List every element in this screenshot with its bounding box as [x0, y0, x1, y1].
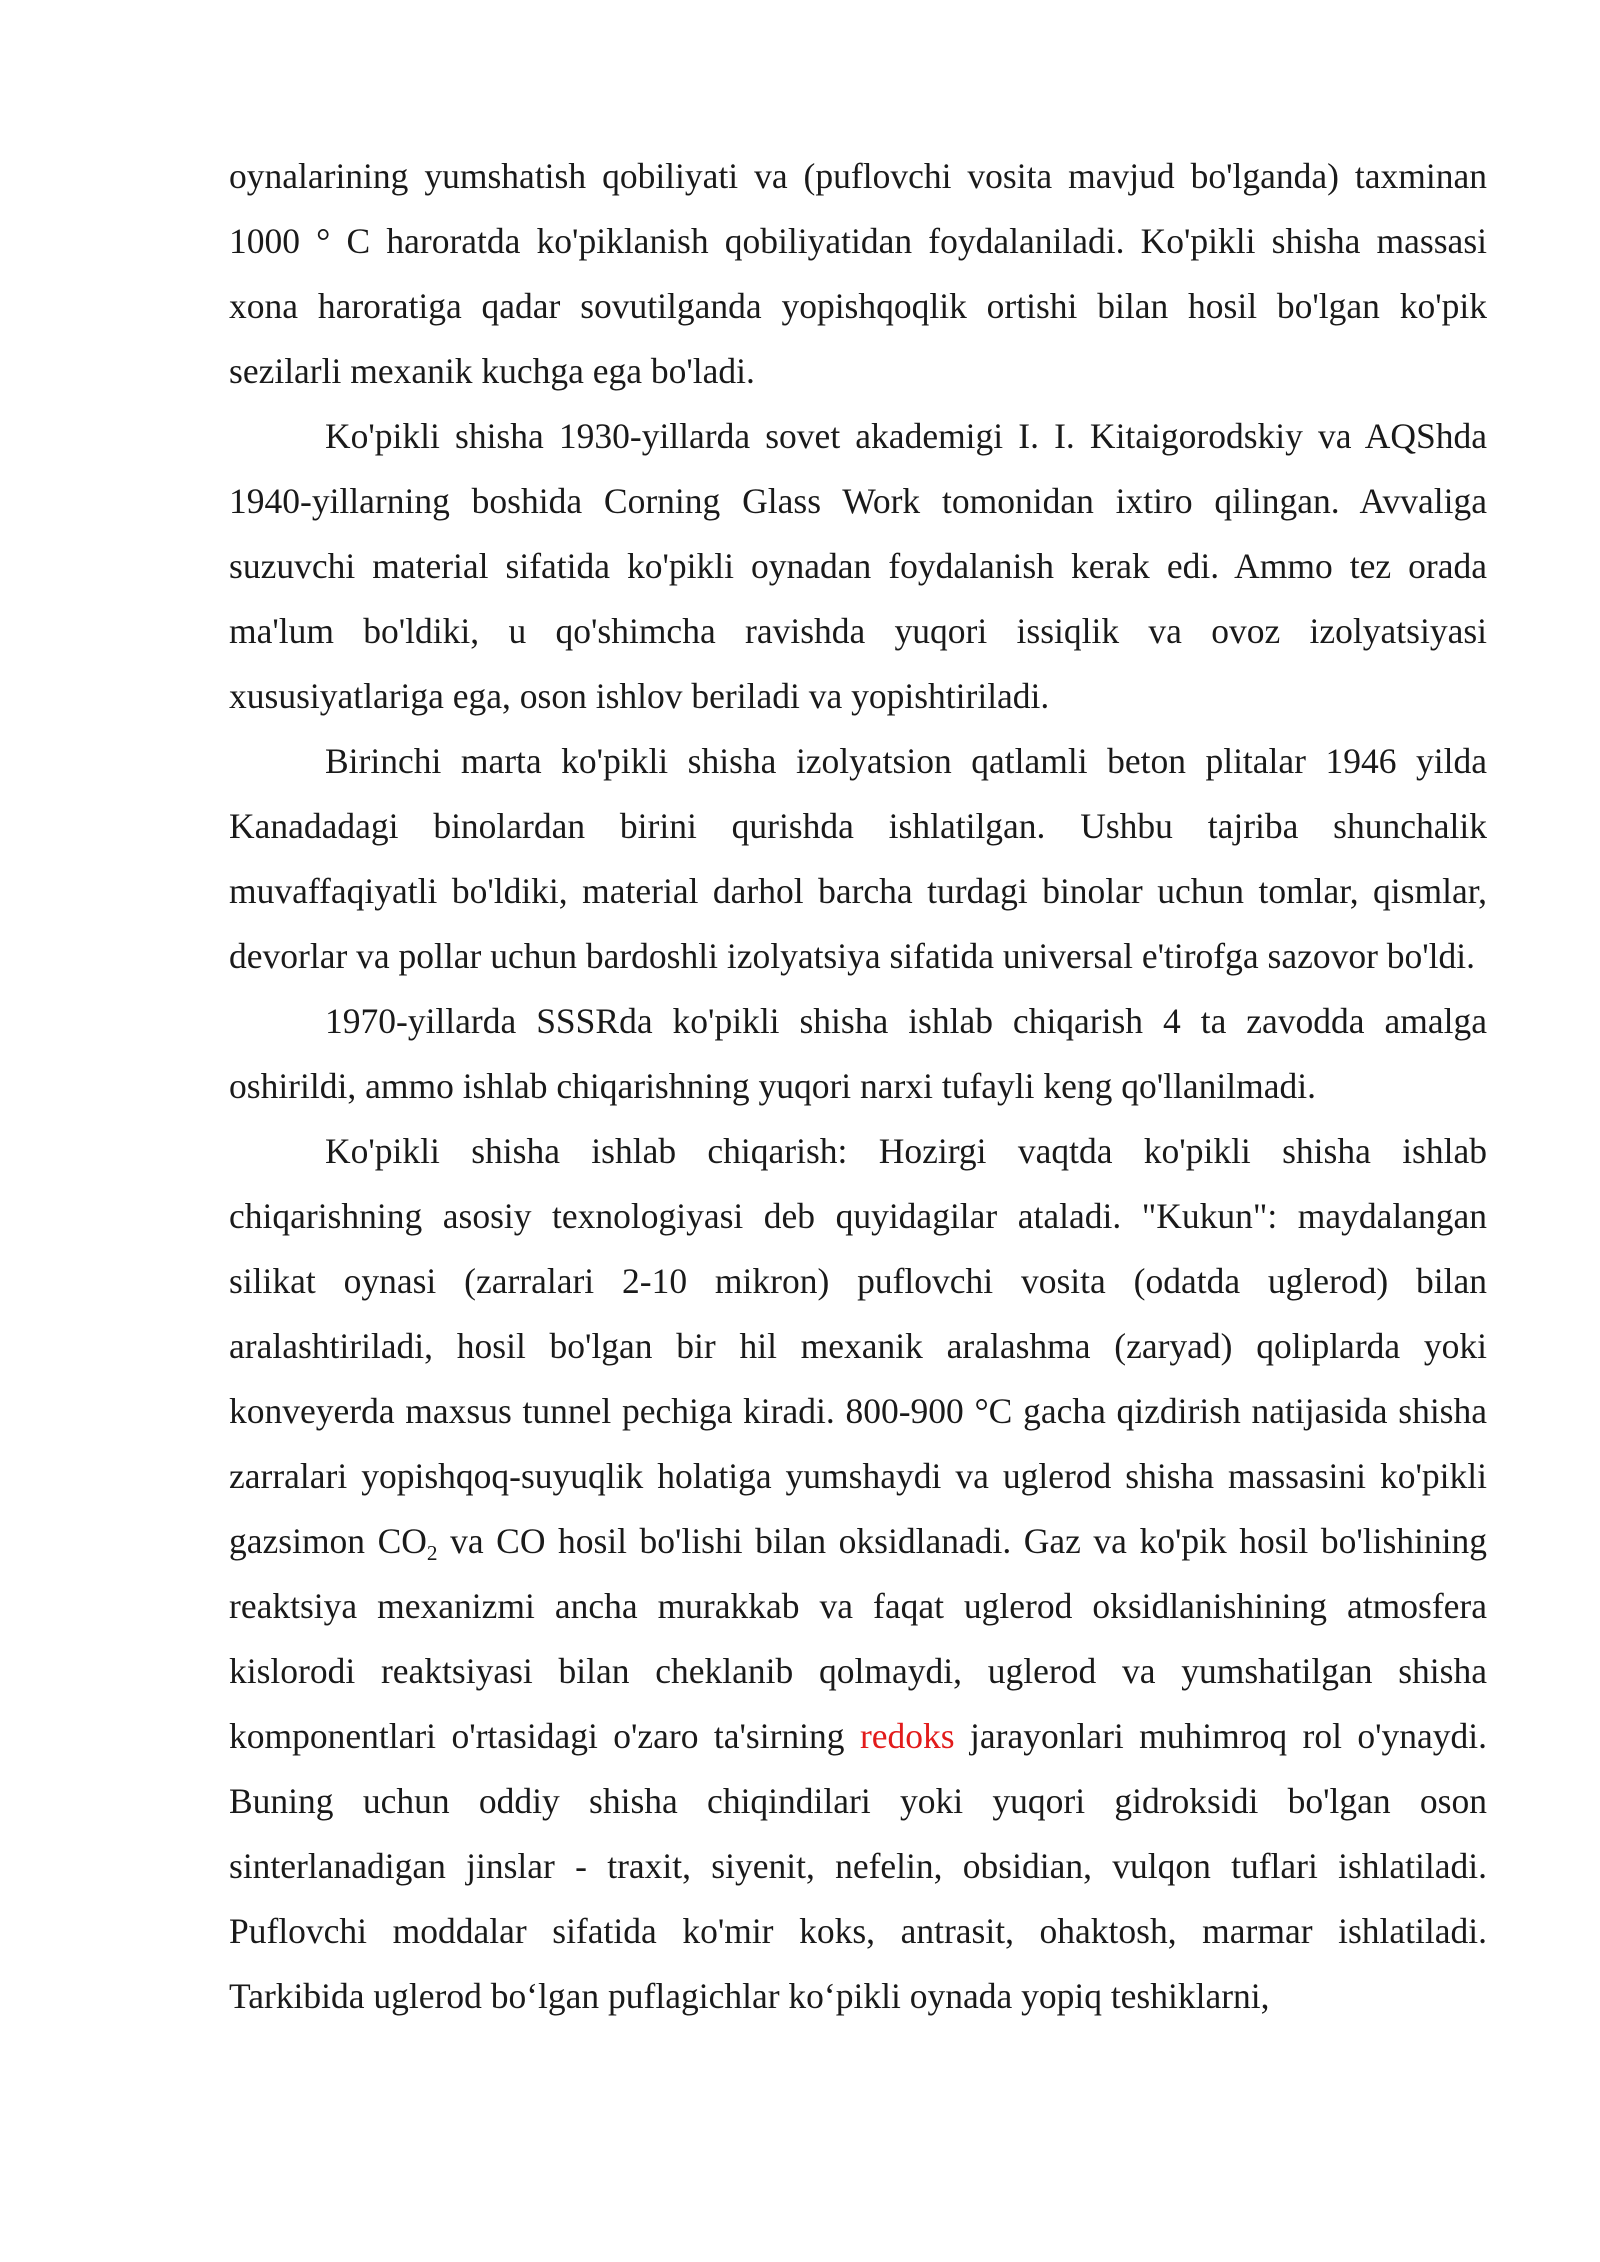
paragraph-4: 1970-yillarda SSSRda ko'pikli shisha ishlab chiqarish 4 ta zavodda amalga oshirildi, ammo ishlab chiqarishning yuqori narxi tufayli keng qo'llanilmadi. — [229, 1001, 1487, 1106]
paragraph-3: Birinchi marta ko'pikli shisha izolyatsion qatlamli beton plitalar 1946 yilda Kanadadagi binolardan birini qurishda ishlatilgan. Ushbu tajriba shunchalik muvaffaqiyatli bo'ldiki, material darhol barcha turdagi binolar uchun tomlar, qismlar, devorlar va pollar uchun bardoshli izolyatsiya sifatida universal e'tirofga sazovor bo'ldi. — [229, 741, 1487, 976]
paragraph-1: oynalarining yumshatish qobiliyati va (puflovchi vosita mavjud bo'lganda) taxminan 1000 ° C haroratda ko'piklanish qobiliyatidan foydalaniladi. Ko'pikli shisha massasi xona haroratiga qadar sovutilganda yopishqoqlik ortishi bilan hosil bo'lgan ko'pik sezilarli mexanik kuchga ega bo'ladi. — [229, 156, 1487, 391]
co2-subscript: 2 — [426, 1541, 438, 1566]
paragraph-2: Ko'pikli shisha 1930-yillarda sovet akademigi I. I. Kitaigorodskiy va AQShda 1940-yillarning boshida Corning Glass Work tomonidan ixtiro qilingan. Avvaliga suzuvchi material sifatida ko'pikli oynadan foydalanish kerak edi. Ammo tez orada ma'lum bo'ldiki, u qo'shimcha ravishda yuqori issiqlik va ovoz izolyatsiyasi xususiyatlariga ega, oson ishlov beriladi va yopishtiriladi. — [229, 416, 1487, 716]
redoks-link[interactable]: redoks — [859, 1716, 955, 1756]
paragraph-5-part-2: va CO hosil bo'lishi bilan oksidlanadi. Gaz va ko'pik hosil bo'lishining reaktsiya mexanizmi ancha murakkab va faqat uglerod oksidlanishining atmosfera kislorodi reaktsiyasi bilan cheklanib qolmaydi, uglerod va yumshatilgan shisha komponentlari o'rtasidagi o'zaro ta'sirning — [229, 1521, 1487, 1756]
document-page — [229, 144, 1487, 2029]
paragraph-5 — [229, 1119, 1487, 2029]
paragraph-5-part-1: Ko'pikli shisha ishlab chiqarish: Hozirgi vaqtda ko'pikli shisha ishlab chiqarishning asosiy texnologiyasi deb quyidagilar ataladi. "Kukun": maydalangan silikat oynasi (zarralari 2-10 mikron) puflovchi vosita (odatda uglerod) bilan aralashtiriladi, hosil bo'lgan bir hil mexanik aralashma (zaryad) qoliplarda yoki konveyerda maxsus tunnel pechiga kiradi. 800-900 °C gacha qizdirish natijasida shisha zarralari yopishqoq-suyuqlik holatiga yumshaydi va uglerod shisha massasini ko'pikli gazsimon CO — [229, 1131, 1487, 1561]
paragraph-5-part-3: jarayonlari muhimroq rol o'ynaydi. Buning uchun oddiy shisha chiqindilari yoki yuqori gidroksidi bo'lgan oson sinterlanadigan jinslar - traxit, siyenit, nefelin, obsidian, vulqon tuflari ishlatiladi. Puflovchi moddalar sifatida ko'mir koks, antrasit, ohaktosh, marmar ishlatiladi. Tarkibida uglerod bo‘lgan puflagichlar ko‘pikli oynada yopiq teshiklarni, — [229, 1716, 1487, 2016]
